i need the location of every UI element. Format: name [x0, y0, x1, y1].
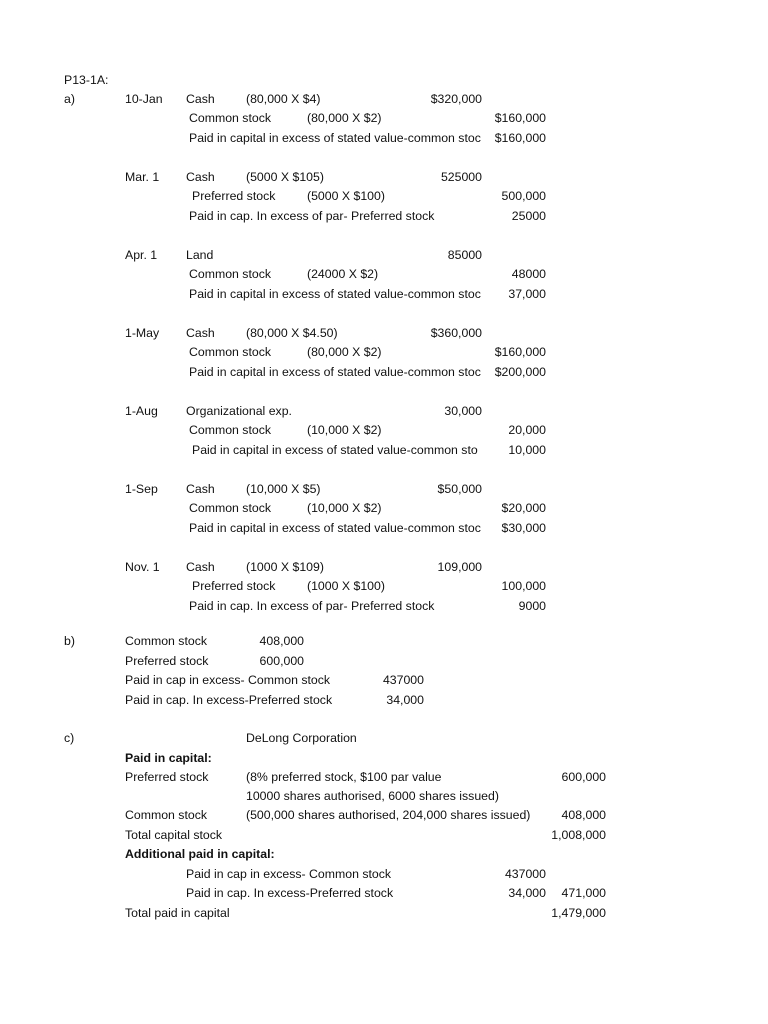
debit-calculation: (80,000 X $4) — [246, 92, 321, 106]
summary-amount: 34,000 — [386, 692, 424, 707]
credit-account: Paid in capital in excess of stated value-common sto — [192, 442, 478, 457]
credit-amount: 100,000 — [501, 579, 546, 594]
credit-account: Paid in capital in excess of stated value-common stoc — [189, 286, 481, 301]
credit-amount: 9000 — [518, 598, 546, 613]
credit-amount: 500,000 — [501, 189, 546, 204]
total-paid-in-capital-label: Total paid in capital — [125, 906, 230, 920]
summary-label: Paid in cap. In excess-Preferred stock — [125, 692, 333, 707]
credit-account: Paid in capital in excess of stated value-common stoc — [189, 130, 481, 145]
credit-calculation: (80,000 X $2) — [307, 345, 382, 360]
preferred-stock-amount: 600,000 — [561, 770, 606, 784]
summary-label: Preferred stock — [125, 653, 209, 668]
paid-in-capital-heading: Paid in capital: — [125, 751, 212, 765]
credit-amount: $200,000 — [494, 364, 546, 379]
summary-amount: 408,000 — [259, 634, 304, 648]
credit-amount: 37,000 — [508, 286, 546, 301]
credit-calculation: (1000 X $100) — [307, 579, 385, 594]
debit-account: Cash — [186, 560, 215, 574]
entry-date: 1-May — [125, 326, 160, 340]
credit-account: Paid in cap. In excess of par- Preferred stock — [189, 208, 435, 223]
preferred-stock-shares: 10000 shares authorised, 6000 shares issued) — [246, 789, 499, 803]
credit-calculation: (5000 X $100) — [307, 189, 385, 204]
credit-amount: $30,000 — [501, 520, 546, 535]
summary-amount: 437000 — [382, 673, 424, 687]
debit-amount: $360,000 — [430, 326, 482, 340]
debit-amount: 30,000 — [444, 404, 482, 418]
debit-amount: $50,000 — [437, 482, 482, 496]
entry-date: Apr. 1 — [125, 248, 158, 262]
debit-calculation: (1000 X $109) — [246, 560, 324, 574]
company-name: DeLong Corporation — [246, 731, 357, 745]
credit-account: Common stock — [189, 267, 272, 282]
credit-amount: 20,000 — [508, 423, 546, 438]
summary-label: Common stock — [125, 634, 208, 648]
credit-account: Paid in capital in excess of stated value-common stoc — [189, 364, 481, 379]
part-c-label: c) — [64, 731, 75, 745]
credit-account: Paid in cap. In excess of par- Preferred stock — [189, 598, 435, 613]
credit-amount: $160,000 — [494, 130, 546, 145]
debit-calculation: (10,000 X $5) — [246, 482, 321, 496]
credit-account: Preferred stock — [192, 189, 276, 204]
debit-account: Cash — [186, 92, 215, 106]
total-paid-in-capital-amount: 1,479,000 — [551, 906, 606, 920]
credit-amount: $20,000 — [501, 501, 546, 516]
credit-calculation: (10,000 X $2) — [307, 501, 382, 516]
debit-account: Cash — [186, 326, 215, 340]
total-capital-stock-label: Total capital stock — [125, 828, 223, 842]
debit-amount: 109,000 — [437, 560, 482, 574]
total-capital-stock-amount: 1,008,000 — [551, 828, 606, 842]
entry-date: 1-Sep — [125, 482, 158, 496]
apic-common-label: Paid in cap in excess- Common stock — [186, 867, 392, 881]
credit-amount: 10,000 — [508, 442, 546, 457]
apic-total-amount: 471,000 — [561, 886, 606, 900]
credit-calculation: (24000 X $2) — [307, 267, 379, 282]
apic-preferred-amount: 34,000 — [508, 886, 546, 900]
credit-account: Common stock — [189, 423, 272, 438]
entry-date: 10-Jan — [125, 92, 163, 106]
debit-calculation: (5000 X $105) — [246, 170, 324, 184]
common-stock-description: (500,000 shares authorised, 204,000 shares issued) — [246, 808, 531, 822]
apic-common-amount: 437000 — [504, 867, 546, 881]
debit-amount: 85000 — [447, 248, 482, 262]
debit-amount: 525000 — [440, 170, 482, 184]
debit-account: Organizational exp. — [186, 404, 292, 418]
entry-date: 1-Aug — [125, 404, 158, 418]
credit-account: Common stock — [189, 111, 272, 126]
additional-paid-in-heading: Additional paid in capital: — [125, 847, 275, 861]
preferred-stock-label: Preferred stock — [125, 770, 209, 784]
credit-calculation: (80,000 X $2) — [307, 111, 382, 126]
entry-date: Nov. 1 — [125, 560, 160, 574]
common-stock-amount: 408,000 — [561, 808, 606, 822]
credit-amount: $160,000 — [494, 345, 546, 360]
credit-account: Paid in capital in excess of stated value-common stoc — [189, 520, 481, 535]
credit-calculation: (10,000 X $2) — [307, 423, 382, 438]
debit-calculation: (80,000 X $4.50) — [246, 326, 338, 340]
debit-account: Cash — [186, 170, 215, 184]
entry-date: Mar. 1 — [125, 170, 160, 184]
credit-amount: 48000 — [511, 267, 546, 282]
part-a-label: a) — [64, 92, 75, 106]
common-stock-label: Common stock — [125, 808, 208, 822]
preferred-stock-description: (8% preferred stock, $100 par value — [246, 770, 442, 784]
credit-account: Common stock — [189, 345, 272, 360]
part-b-label: b) — [64, 634, 75, 648]
credit-amount: 25000 — [511, 208, 546, 223]
summary-label: Paid in cap in excess- Common stock — [125, 673, 331, 687]
credit-amount: $160,000 — [494, 111, 546, 126]
credit-account: Common stock — [189, 501, 272, 516]
debit-account: Cash — [186, 482, 215, 496]
debit-amount: $320,000 — [430, 92, 482, 106]
problem-label: P13-1A: — [64, 73, 109, 87]
credit-account: Preferred stock — [192, 579, 276, 594]
apic-preferred-label: Paid in cap. In excess-Preferred stock — [186, 886, 394, 900]
debit-account: Land — [186, 248, 214, 262]
summary-amount: 600,000 — [259, 653, 304, 668]
